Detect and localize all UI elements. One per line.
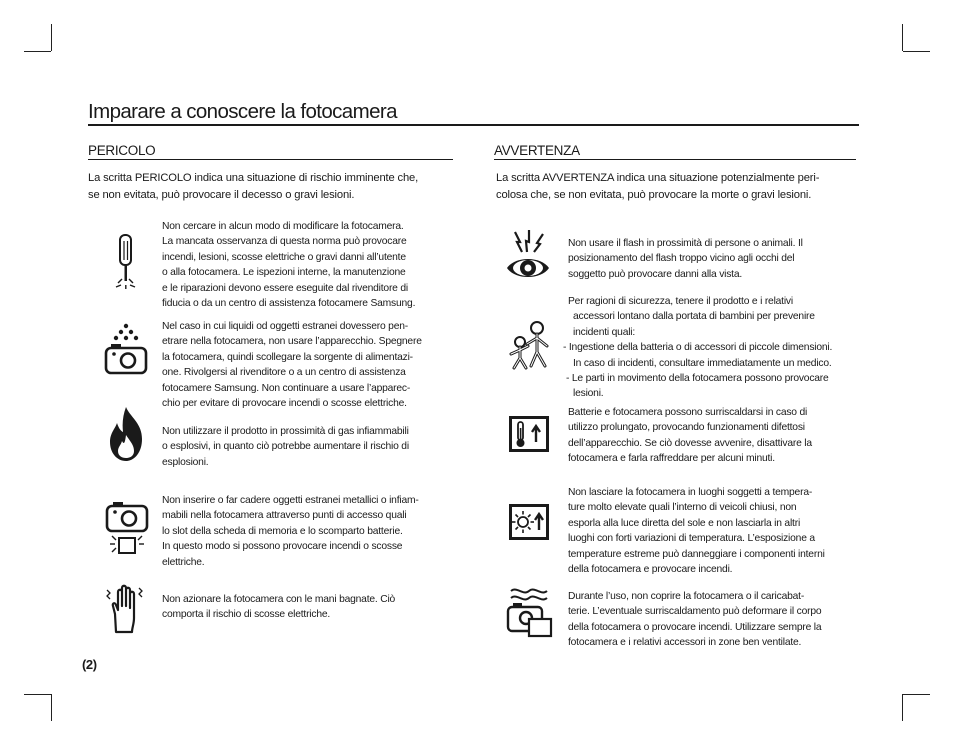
text-line: esporla alla luce diretta del sole e non lasciarla in altri [568, 517, 801, 529]
pericolo-heading: PERICOLO [88, 143, 453, 160]
children-icon [505, 320, 553, 370]
text-line: La mancata osservanza di questa norma può provocare [162, 236, 407, 248]
text-line: incendi, lesioni, scosse elettriche o gravi danni all’utente [162, 251, 406, 263]
screwdriver-icon [112, 233, 140, 291]
text-line: dell’apparecchio. Se ciò dovesse avvenire, disattivare la [568, 437, 812, 449]
text-line: o alla fotocamera. Le ispezioni interne, la manutenzione [162, 267, 406, 279]
pericolo-intro-line: La scritta PERICOLO indica una situazione di rischio imminente che, [88, 172, 419, 184]
crop-mark-bottom-right-h [903, 694, 930, 695]
pericolo-item-foreign-objects [162, 493, 457, 570]
crop-mark-top-right-h [903, 51, 930, 52]
text-line: incidenti quali: [573, 326, 636, 338]
text-line: Batterie e fotocamera possono surriscaldarsi in caso di [568, 407, 808, 418]
flash-eye-icon [505, 230, 551, 282]
text-line: Durante l’uso, non coprire la fotocamera o il caricabat- [568, 591, 805, 602]
avvertenza-intro [496, 170, 866, 204]
avvertenza-item-temperature [568, 485, 868, 577]
pericolo-item-wet-hands [162, 592, 457, 623]
pericolo-intro-line: se non evitata, può provocare il decesso o gravi lesioni. [88, 189, 355, 201]
text-line: temperature estreme può danneggiare i componenti interni [568, 548, 825, 560]
page-number: (2) [82, 657, 97, 672]
text-line: Non cercare in alcun modo di modificare la fotocamera. [162, 221, 404, 232]
text-line: esplosioni. [162, 456, 209, 468]
text-line: one. Rivolgersi al rivenditore o a un centro di assistenza [162, 367, 406, 379]
text-line: fotocamera e i relativi accessori in zone ben ventilate. [568, 637, 802, 649]
pericolo-item-flammable [162, 424, 457, 470]
text-line: fotocamera e farla raffreddare per alcuni minuti. [568, 453, 775, 465]
liquid-camera-icon [104, 322, 148, 376]
text-line: la fotocamera, quindi scollegare la sorgente di alimentazi- [162, 351, 413, 363]
text-line: della fotocamera o provocare incendi. Utilizzare sempre la [568, 621, 822, 633]
text-line: Non lasciare la fotocamera in luoghi soggetti a tempera- [568, 487, 813, 498]
text-line: Non usare il flash in prossimità di persone o animali. Il [568, 238, 803, 249]
crop-mark-bottom-left-v [51, 694, 52, 721]
text-line: fiducia o da un centro di assistenza fotocamere Samsung. [162, 298, 416, 310]
text-line: lo slot della scheda di memoria e lo scomparto batterie. [162, 525, 403, 537]
text-line: o esplosivi, in quanto ciò potrebbe aumentare il rischio di [162, 441, 409, 453]
text-line: utilizzo prolungato, provocando funzionamenti difettosi [568, 422, 805, 434]
text-line: Nel caso in cui liquidi od oggetti estranei dovessero pen- [162, 321, 408, 332]
text-line: della fotocamera e provocare incendi. [568, 564, 733, 576]
avvertenza-item-cover [568, 589, 868, 651]
text-line: soggetto può provocare danni alla vista. [568, 268, 743, 280]
text-line: Per ragioni di sicurezza, tenere il prodotto e i relativi [568, 296, 793, 307]
pericolo-intro [88, 170, 458, 204]
text-line: Non utilizzare il prodotto in prossimità di gas infiammabili [162, 426, 409, 437]
text-line: terie. L’eventuale surriscaldamento può deformare il corpo [568, 606, 822, 618]
crop-mark-bottom-left-h [24, 694, 51, 695]
avvertenza-item-flash [568, 236, 863, 282]
crop-mark-bottom-right-v [902, 694, 903, 721]
sun-heat-icon [507, 502, 551, 542]
text-line: Non inserire o far cadere oggetti estranei metallici o infiam- [162, 495, 419, 506]
text-line: - Le parti in movimento della fotocamera possono provocare [566, 373, 829, 385]
text-line: In questo modo si possono provocare incendi o scosse [162, 541, 403, 553]
text-line: lesioni. [573, 388, 604, 400]
text-line: ture molto elevate quali l’interno di veicoli chiusi, non [568, 502, 797, 514]
text-line: Non azionare la fotocamera con le mani bagnate. Ciò [162, 594, 396, 605]
avvertenza-item-overheat [568, 405, 868, 467]
text-line: accessori lontano dalla portata di bambini per prevenire [573, 311, 815, 323]
crop-mark-top-right-v [902, 24, 903, 51]
flame-icon [106, 405, 146, 463]
crop-mark-top-left-v [51, 24, 52, 51]
text-line: e le riparazioni devono essere eseguite dal rivenditore di [162, 282, 408, 294]
text-line: etrare nella fotocamera, non usare l’apparecchio. Spegnere [162, 336, 422, 348]
crop-mark-top-left-h [24, 51, 51, 52]
text-line: mabili nella fotocamera attraverso punti di accesso quali [162, 510, 407, 522]
text-line: chio per evitare di provocare incendi o scosse elettriche. [162, 398, 407, 410]
text-line: comporta il rischio di scosse elettriche. [162, 609, 331, 621]
covered-camera-icon [505, 585, 553, 639]
avvertenza-intro-line: La scritta AVVERTENZA indica una situazione potenzialmente peri- [496, 172, 820, 184]
page-title: Imparare a conoscere la fotocamera [88, 100, 859, 126]
pericolo-item-liquid [162, 319, 457, 411]
text-line: In caso di incidenti, consultare immediatamente un medico. [573, 357, 832, 369]
thermometer-heat-icon [507, 414, 551, 454]
avvertenza-heading: AVVERTENZA [494, 143, 856, 160]
pericolo-item-modify [162, 219, 457, 311]
text-line: posizionamento del flash troppo vicino agli occhi del [568, 253, 795, 265]
wet-hand-icon [104, 584, 146, 634]
text-line: elettriche. [162, 556, 205, 568]
avvertenza-item-children [563, 294, 868, 402]
text-line: luoghi con forti variazioni di temperatura. L’esposizione a [568, 533, 815, 545]
text-line: - Ingestione della batteria o di accessori di piccole dimensioni. [563, 342, 833, 354]
camera-card-slot-icon [104, 500, 150, 556]
text-line: fotocamere Samsung. Non continuare a usare l’apparec- [162, 382, 411, 394]
avvertenza-intro-line: colosa che, se non evitata, può provocare la morte o gravi lesioni. [496, 189, 812, 201]
